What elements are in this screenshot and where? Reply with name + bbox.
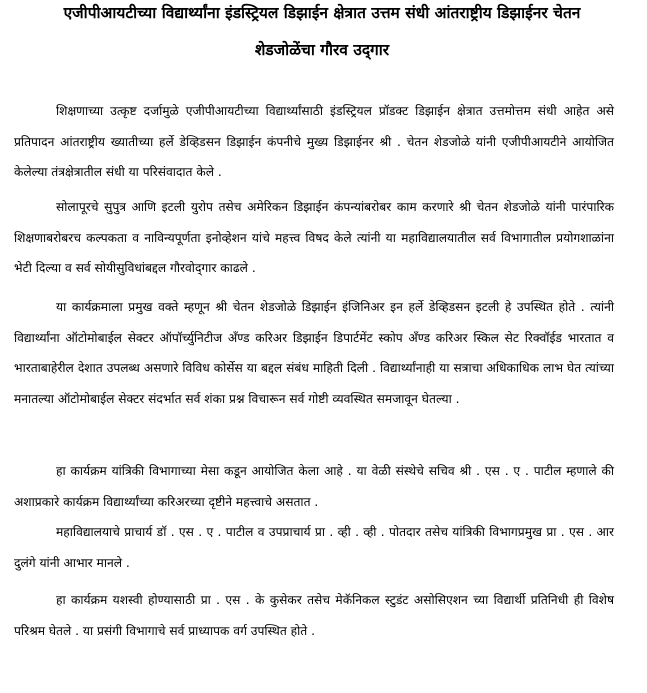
paragraph-1: शिक्षणाच्या उत्कृष्ट दर्जामुळे एजीपीआयटीच्या विद्यार्थ्यांसाठी इंडस्ट्रियल प्रॉडक्ट डिझाईन क्षेत्रात उत्तमोत्तम संधी आहेत असे प्रतिपादन आंतराष्ट्रीय ख्यातीच्या हर्ले डेव्हिडसन डिझाईन कंपनीचे मुख्य डिझाईनर श्री . चेतन शेडजोळे यांनी एजीपीआयटीने आयोजित केलेल्या तंत्रक्षेत्रातील संधी या परिसंवादात केले . <box>14 104 614 180</box>
paragraph-6: हा कार्यक्रम यशस्वी होण्यासाठी प्रा . एस . के कुसेकर तसेच मेकॅनिकल स्टुडंट असोसिएशन च्या विद्यार्थी प्रतिनिधी ही विशेष परिश्रम घेतले . या प्रसंगी विभागाचे सर्व प्राध्यापक वर्ग उपस्थित होते . <box>14 593 614 638</box>
document-title-line-1: एजीपीआयटीच्या विद्यार्थ्यांना इंडस्ट्रियल डिझाईन क्षेत्रात उत्तम संधी आंतराष्ट्रीय डिझाईनर चेतन <box>63 4 581 22</box>
document-title-line-2: शेडजोळेंचा गौरव उद्‌गार <box>254 41 390 59</box>
paragraph-5: महाविद्यालयाचे प्राचार्य डॉ . एस . ए . पाटील व उपप्राचार्य प्रा . व्ही . व्ही . पोतदार तसेच यांत्रिकी विभागप्रमुख प्रा . एस . आर दुलंगे यांनी आभार मानले . <box>14 525 614 570</box>
paragraph-4: हा कार्यक्रम यांत्रिकी विभागाच्या मेसा कडून आयोजित केला आहे . या वेळी संस्थेचे सचिव श्री . एस . ए . पाटील म्हणाले की अशाप्रकारे कार्यक्रम विद्यार्थ्यांच्या करिअरच्या दृष्टीने महत्त्वाचे असतात . <box>14 464 614 509</box>
paragraph-3: या कार्यक्रमाला प्रमुख वक्ते म्हणून श्री चेतन शेडजोळे डिझाईन इंजिनिअर इन हर्ले डेव्हिडसन इटली हे उपस्थित होते . त्यांनी विद्यार्थ्यांना ऑटोमोबाईल सेक्टर ऑपॉर्च्युनिटीज अँण्ड करिअर डिझाईन डिपार्टमेंट स्कोप अँण्ड करिअर स्किल सेट रिक्वॉईड भारतात व भारताबाहेरील देशात उपलब्ध असणारे विविध कोर्सेस या बद्दल संबंध माहिती दिली . विद्यार्थ्यांनाही या सत्राचा अधिकाधिक लाभ घेत त्यांच्या मनातल्या ऑटोमोबाईल सेक्टर संदर्भात सर्व शंका प्रश्न विचारून सर्व गोष्टी व्यवस्थित समजावून घेतल्या . <box>14 300 614 406</box>
paragraph-2: सोलापूरचे सुपुत्र आणि इटली युरोप तसेच अमेरिकन डिझाईन कंपन्यांबरोबर काम करणारे श्री चेतन शेडजोळे यांनी पारंपारिक शिक्षणाबरोबरच कल्पकता व नाविन्यपूर्णता इनोव्हेशन यांचे महत्त्व विषद केले त्यांनी या महाविद्यालयातील सर्व विभागातील प्रयोगशाळांना भेटी दिल्या व सर्व सोयीसुविधांबद्दल गौरवोद्‌गार काढले . <box>14 200 614 276</box>
